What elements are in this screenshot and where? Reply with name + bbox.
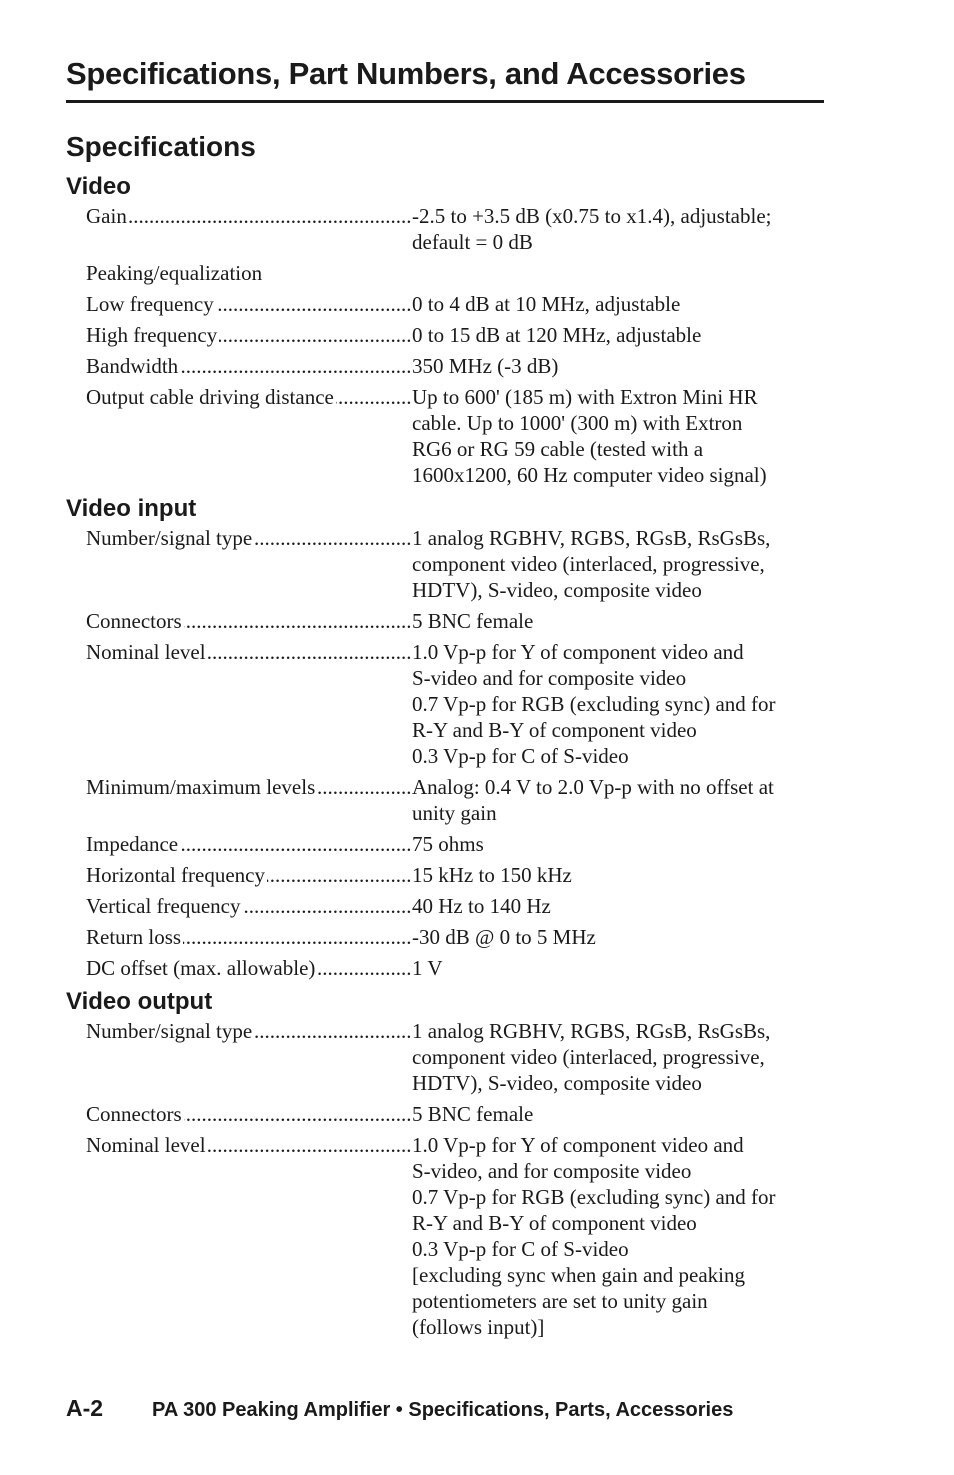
spec-label-text: Low frequency bbox=[86, 292, 214, 316]
spec-label bbox=[86, 831, 412, 857]
section-title: Specifications bbox=[66, 131, 256, 162]
spec-value-line: 1.0 Vp-p for Y of component video and bbox=[412, 1133, 744, 1157]
spec-value-line: component video (interlaced, progressive, bbox=[412, 552, 765, 576]
chapter-title: Specifications, Part Numbers, and Accessories bbox=[66, 56, 746, 91]
spec-label-text: Gain bbox=[86, 204, 127, 228]
subsection-title: Video input bbox=[66, 495, 197, 522]
spec-label bbox=[86, 924, 412, 950]
spec-label bbox=[86, 353, 412, 379]
spec-value-line: 5 BNC female bbox=[412, 1102, 534, 1126]
spec-label-text: High frequency bbox=[86, 323, 218, 347]
spec-value-line: 1 analog RGBHV, RGBS, RGsB, RsGsBs, bbox=[412, 1019, 771, 1043]
spec-row bbox=[66, 203, 826, 255]
spec-row bbox=[66, 291, 826, 317]
spec-label bbox=[86, 525, 412, 603]
spec-value bbox=[412, 862, 822, 888]
spec-value-line: 0.7 Vp-p for RGB (excluding sync) and for bbox=[412, 1185, 776, 1209]
spec-value-line: cable. Up to 1000' (300 m) with Extron bbox=[412, 411, 743, 435]
page-footer bbox=[66, 1395, 826, 1422]
spec-value-line: 1 analog RGBHV, RGBS, RGsB, RsGsBs, bbox=[412, 526, 771, 550]
spec-row bbox=[66, 353, 826, 379]
spec-label bbox=[86, 862, 412, 888]
title-rule bbox=[66, 100, 824, 103]
spec-value-line: 1600x1200, 60 Hz computer video signal) bbox=[412, 463, 767, 487]
subsection-title: Video output bbox=[66, 988, 213, 1015]
spec-value-line: unity gain bbox=[412, 801, 497, 825]
spec-label bbox=[86, 893, 412, 919]
spec-value-line: default = 0 dB bbox=[412, 230, 533, 254]
spec-row bbox=[66, 1018, 826, 1096]
spec-row bbox=[66, 260, 826, 286]
spec-value-line: HDTV), S-video, composite video bbox=[412, 578, 702, 602]
spec-value-line: 1 V bbox=[412, 956, 443, 980]
spec-value-line: 0.7 Vp-p for RGB (excluding sync) and for bbox=[412, 692, 776, 716]
spec-value-line: R-Y and B-Y of component video bbox=[412, 1211, 697, 1235]
page-number: A-2 bbox=[66, 1395, 104, 1421]
spec-label-text: Return loss bbox=[86, 925, 182, 949]
spec-value bbox=[412, 608, 822, 634]
spec-value-line: Up to 600' (185 m) with Extron Mini HR bbox=[412, 385, 758, 409]
spec-value-line: (follows input)] bbox=[412, 1315, 545, 1339]
spec-value-line: HDTV), S-video, composite video bbox=[412, 1071, 702, 1095]
spec-row bbox=[66, 955, 826, 981]
spec-label-text: Output cable driving distance bbox=[86, 385, 334, 409]
spec-value-line: 0.3 Vp-p for C of S-video bbox=[412, 1237, 629, 1261]
spec-label bbox=[86, 639, 412, 769]
spec-value bbox=[412, 1132, 822, 1340]
spec-value-line: 40 Hz to 140 Hz bbox=[412, 894, 551, 918]
spec-section bbox=[66, 987, 826, 1340]
spec-value bbox=[412, 955, 822, 981]
spec-label bbox=[86, 291, 412, 317]
spec-label bbox=[86, 322, 412, 348]
spec-section bbox=[66, 172, 826, 488]
spec-value bbox=[412, 384, 822, 488]
spec-value-line: potentiometers are set to unity gain bbox=[412, 1289, 708, 1313]
spec-value bbox=[412, 774, 822, 826]
spec-value bbox=[412, 1101, 822, 1127]
spec-row bbox=[66, 893, 826, 919]
spec-value bbox=[412, 525, 822, 603]
spec-value bbox=[412, 1018, 822, 1096]
spec-label bbox=[86, 260, 401, 286]
spec-value-line: -2.5 to +3.5 dB (x0.75 to x1.4), adjustable; bbox=[412, 204, 772, 228]
spec-row bbox=[66, 1132, 826, 1340]
spec-row bbox=[66, 608, 826, 634]
spec-row bbox=[66, 774, 826, 826]
spec-row bbox=[66, 862, 826, 888]
spec-value-line: S-video and for composite video bbox=[412, 666, 687, 690]
spec-row bbox=[66, 322, 826, 348]
spec-label-text: Connectors bbox=[86, 609, 182, 633]
spec-label bbox=[86, 203, 412, 255]
spec-value-line: 5 BNC female bbox=[412, 609, 534, 633]
spec-label bbox=[86, 1018, 412, 1096]
spec-row bbox=[66, 639, 826, 769]
spec-label bbox=[86, 1101, 412, 1127]
spec-label-text: Horizontal frequency bbox=[86, 863, 266, 887]
spec-label-text: DC offset (max. allowable) bbox=[86, 956, 316, 980]
spec-value-line: 350 MHz (-3 dB) bbox=[412, 354, 559, 378]
spec-value bbox=[412, 353, 822, 379]
spec-label-text: Number/signal type bbox=[86, 526, 253, 550]
spec-section bbox=[66, 494, 826, 981]
spec-row bbox=[66, 831, 826, 857]
spec-value bbox=[412, 291, 822, 317]
spec-value-line: component video (interlaced, progressive, bbox=[412, 1045, 765, 1069]
spec-value bbox=[401, 260, 811, 286]
spec-value-line: 0 to 15 dB at 120 MHz, adjustable bbox=[412, 323, 702, 347]
spec-content bbox=[66, 172, 826, 1346]
spec-value-line: RG6 or RG 59 cable (tested with a bbox=[412, 437, 704, 461]
spec-label-text: Peaking/equalization bbox=[86, 261, 263, 285]
subsection-title: Video bbox=[66, 173, 131, 200]
spec-label bbox=[86, 384, 412, 488]
spec-value-line: 75 ohms bbox=[412, 832, 484, 856]
spec-row bbox=[66, 924, 826, 950]
spec-row bbox=[66, 525, 826, 603]
spec-value-line: 1.0 Vp-p for Y of component video and bbox=[412, 640, 744, 664]
spec-label-text: Minimum/maximum levels bbox=[86, 775, 316, 799]
footer-text: PA 300 Peaking Amplifier • Specifications, Parts, Accessories bbox=[152, 1399, 734, 1421]
spec-value bbox=[412, 831, 822, 857]
spec-label-text: Nominal level bbox=[86, 1133, 206, 1157]
spec-value bbox=[412, 203, 822, 255]
spec-row bbox=[66, 384, 826, 488]
spec-label-text: Bandwidth bbox=[86, 354, 179, 378]
spec-row bbox=[66, 1101, 826, 1127]
spec-value-line: R-Y and B-Y of component video bbox=[412, 718, 697, 742]
spec-label-text: Connectors bbox=[86, 1102, 182, 1126]
spec-value-line: 15 kHz to 150 kHz bbox=[412, 863, 572, 887]
spec-label-text: Nominal level bbox=[86, 640, 206, 664]
spec-value-line: -30 dB @ 0 to 5 MHz bbox=[412, 925, 596, 949]
spec-value bbox=[412, 322, 822, 348]
spec-value bbox=[412, 893, 822, 919]
spec-label-text: Impedance bbox=[86, 832, 179, 856]
spec-value-line: Analog: 0.4 V to 2.0 Vp-p with no offset at bbox=[412, 775, 774, 799]
spec-label bbox=[86, 1132, 412, 1340]
spec-label-text: Number/signal type bbox=[86, 1019, 253, 1043]
spec-label-text: Vertical frequency bbox=[86, 894, 241, 918]
spec-value-line: S-video, and for composite video bbox=[412, 1159, 692, 1183]
spec-value-line: [excluding sync when gain and peaking bbox=[412, 1263, 745, 1287]
spec-value-line: 0 to 4 dB at 10 MHz, adjustable bbox=[412, 292, 681, 316]
spec-value-line: 0.3 Vp-p for C of S-video bbox=[412, 744, 629, 768]
spec-value bbox=[412, 639, 822, 769]
spec-value bbox=[412, 924, 822, 950]
spec-label bbox=[86, 608, 412, 634]
spec-label bbox=[86, 955, 412, 981]
spec-label bbox=[86, 774, 412, 826]
